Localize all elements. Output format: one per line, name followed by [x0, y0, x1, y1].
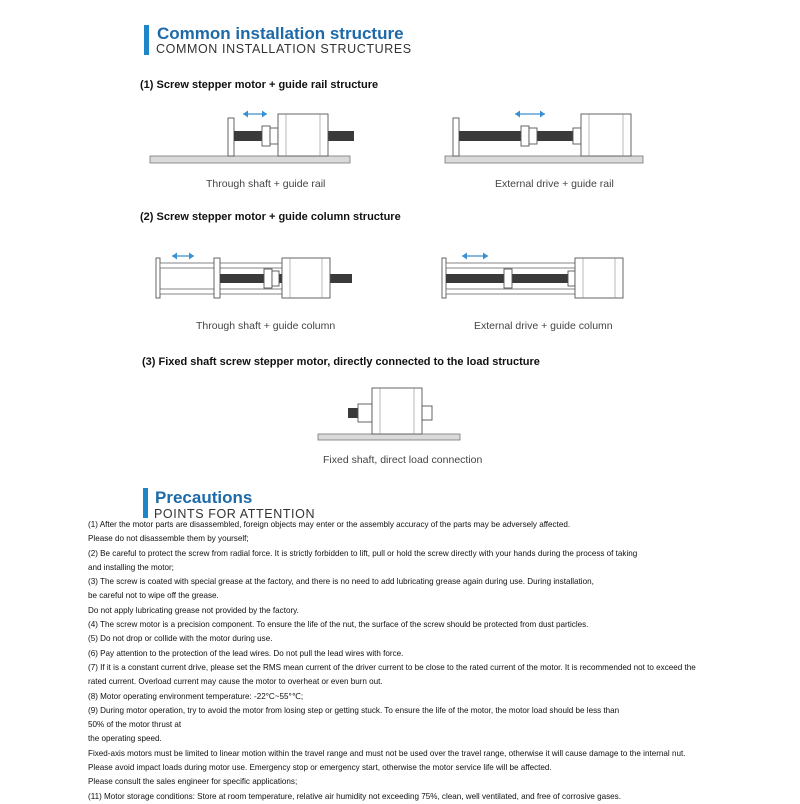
caption-external-drive-guide-column: External drive + guide column: [474, 320, 613, 332]
diagram-external-drive-guide-rail: [445, 104, 655, 168]
precaution-line: (2) Be careful to protect the screw from radial force. It is strictly forbidden to lift, pull or hold the screw directly with your hands during the process of taking: [88, 548, 638, 558]
precaution-line: (6) Pay attention to the protection of the lead wires. Do not pull the lead wires with force.: [88, 648, 404, 658]
precaution-line: Please avoid impact loads during motor use. Emergency stop or emergency start, otherwise the motor service life will be affected.: [88, 763, 552, 773]
precaution-line: Please do not disassemble them by yourself;: [88, 534, 249, 544]
precaution-line: (3) The screw is coated with special grease at the factory, and there is no need to add lubricating grease again during use. During installation,: [88, 577, 594, 587]
diagram-through-shaft-guide-rail: [150, 104, 360, 168]
precaution-line: (5) Do not drop or collide with the motor during use.: [88, 634, 273, 644]
precaution-line: rated current. Overload current may cause the motor to overheat or even burn out.: [88, 677, 383, 687]
precaution-line: Fixed-axis motors must be limited to linear motion within the travel range and must not be used over the travel range, otherwise it will cause damage to the internal nut.: [88, 748, 686, 758]
precaution-line: (4) The screw motor is a precision component. To ensure the life of the nut, the surface of the screw should be protected from dust particles.: [88, 620, 589, 630]
caption-through-shaft-guide-rail: Through shaft + guide rail: [206, 178, 326, 190]
precautions-title: Precautions: [155, 488, 253, 507]
precaution-line: Do not apply lubricating grease not provided by the factory.: [88, 605, 299, 615]
page-subtitle: COMMON INSTALLATION STRUCTURES: [156, 42, 412, 56]
precaution-line: (7) If it is a constant current drive, please set the RMS mean current of the driver current to be close to the rated current of the motor. It is recommended not to exceed the: [88, 662, 696, 672]
precaution-line: (8) Motor operating environment temperature: -22°C~55°℃;: [88, 691, 304, 701]
precaution-line: be careful not to wipe off the grease.: [88, 591, 219, 601]
precaution-line: (11) Motor storage conditions: Store at room temperature, relative air humidity not exceeding 75%, clean, well ventilated, and free of corrosive gases.: [88, 791, 621, 801]
precaution-line: Please consult the sales engineer for specific applications;: [88, 777, 298, 787]
header-accent-bar: [144, 25, 149, 55]
precautions-list: [88, 518, 748, 804]
precaution-line: and installing the motor;: [88, 562, 174, 572]
precautions-subtitle: POINTS FOR ATTENTION: [154, 507, 316, 521]
diagram-external-drive-guide-column: [438, 250, 648, 302]
diagram-fixed-shaft-direct-load: [318, 386, 468, 446]
caption-fixed-shaft-direct-load: Fixed shaft, direct load connection: [323, 454, 483, 466]
precautions-accent-bar: [143, 488, 148, 518]
section-heading-2: (2) Screw stepper motor + guide column structure: [140, 211, 401, 223]
caption-external-drive-guide-rail: External drive + guide rail: [495, 178, 614, 190]
precaution-line: the operating speed.: [88, 734, 162, 744]
precaution-line: (9) During motor operation, try to avoid the motor from losing step or getting stuck. To ensure the life of the motor, the motor load should be less than: [88, 705, 620, 715]
caption-through-shaft-guide-column: Through shaft + guide column: [196, 320, 336, 332]
section-heading-3: (3) Fixed shaft screw stepper motor, directly connected to the load structure: [142, 356, 540, 368]
diagram-through-shaft-guide-column: [152, 250, 362, 302]
section-heading-1: (1) Screw stepper motor + guide rail structure: [140, 79, 379, 91]
precaution-line: 50% of the motor thrust at: [88, 720, 182, 730]
precaution-line: (1) After the motor parts are disassembled, foreign objects may enter or the assembly accuracy of the parts may be adversely affected.: [88, 520, 571, 529]
page-title: Common installation structure: [157, 24, 404, 43]
